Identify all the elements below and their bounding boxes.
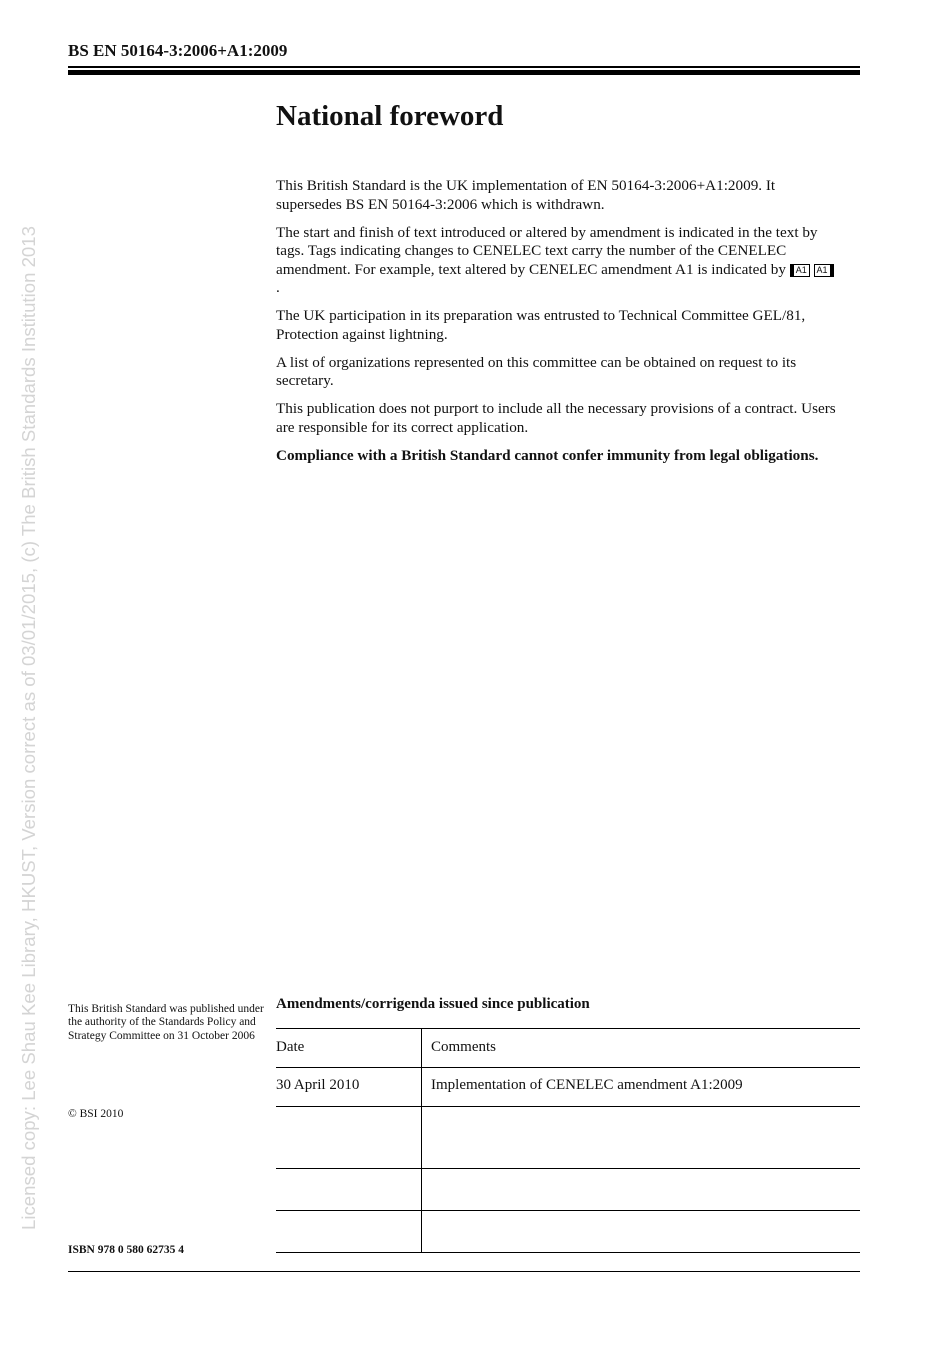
copyright: © BSI 2010: [68, 1108, 124, 1120]
authority-note: This British Standard was published under the authority of the Standards Policy and Strategy Committee on 31 October 2006: [68, 1003, 264, 1042]
table-rule: [276, 1067, 860, 1068]
table-rule: [276, 1210, 860, 1211]
row-comment: Implementation of CENELEC amendment A1:2009: [431, 1077, 743, 1093]
license-watermark: Licensed copy: Lee Shau Kee Library, HKUST, Version correct as of 03/01/2015, (c) The British Standards Institution 2013: [18, 226, 39, 1230]
header-rule-thin: [68, 66, 860, 68]
column-header-date: Date: [276, 1039, 305, 1055]
table-rule: [276, 1028, 860, 1029]
footer-rule: [68, 1271, 860, 1272]
column-header-comments: Comments: [431, 1039, 497, 1055]
paragraph: This publication does not purport to include all the necessary provisions of a contract. Users are responsible for its correct application.: [276, 400, 836, 436]
amendment-end-tag-icon: A1: [814, 264, 834, 277]
table-rule: [276, 1106, 860, 1107]
paragraph: This British Standard is the UK implementation of EN 50164-3:2006+A1:2009. It supersedes BS EN 50164-3:2006 which is withdrawn.: [276, 177, 776, 213]
table-rule: [276, 1168, 860, 1169]
paragraph: The UK participation in its preparation was entrusted to Technical Committee GEL/81, Protection against lightning.: [276, 307, 806, 343]
paragraph: A list of organizations represented on this committee can be obtained on request to its secretary.: [276, 353, 797, 389]
document-id-header: BS EN 50164-3:2006+A1:2009: [68, 41, 288, 60]
paragraph-text: The start and finish of text introduced or altered by amendment is indicated in the text by tags. Tags indicating changes to CENELEC text carry the number of the CENELEC amendment. For example, text altered by CENELEC amendment A1 is indicated by: [276, 223, 818, 278]
paragraph: The start and finish of text introduced or altered by amendment is indicated in the text by tags. Tags indicating changes to CENELEC text carry the number of the CENELEC amendment. For example, text altered by CENELEC amendment A1 is indicated by A1 A1.: [276, 224, 836, 298]
page-title: National foreword: [276, 100, 504, 132]
foreword-body: [276, 177, 836, 475]
isbn: ISBN 978 0 580 62735 4: [68, 1244, 184, 1256]
header-rule-thick: [68, 70, 860, 75]
amendments-heading: Amendments/corrigenda issued since publication: [276, 996, 590, 1012]
row-date: 30 April 2010: [276, 1077, 360, 1093]
compliance-statement: Compliance with a British Standard cannot confer immunity from legal obligations.: [276, 446, 819, 464]
amendment-start-tag-icon: A1: [790, 264, 810, 277]
column-divider: [421, 1028, 422, 1252]
table-rule: [276, 1252, 860, 1253]
